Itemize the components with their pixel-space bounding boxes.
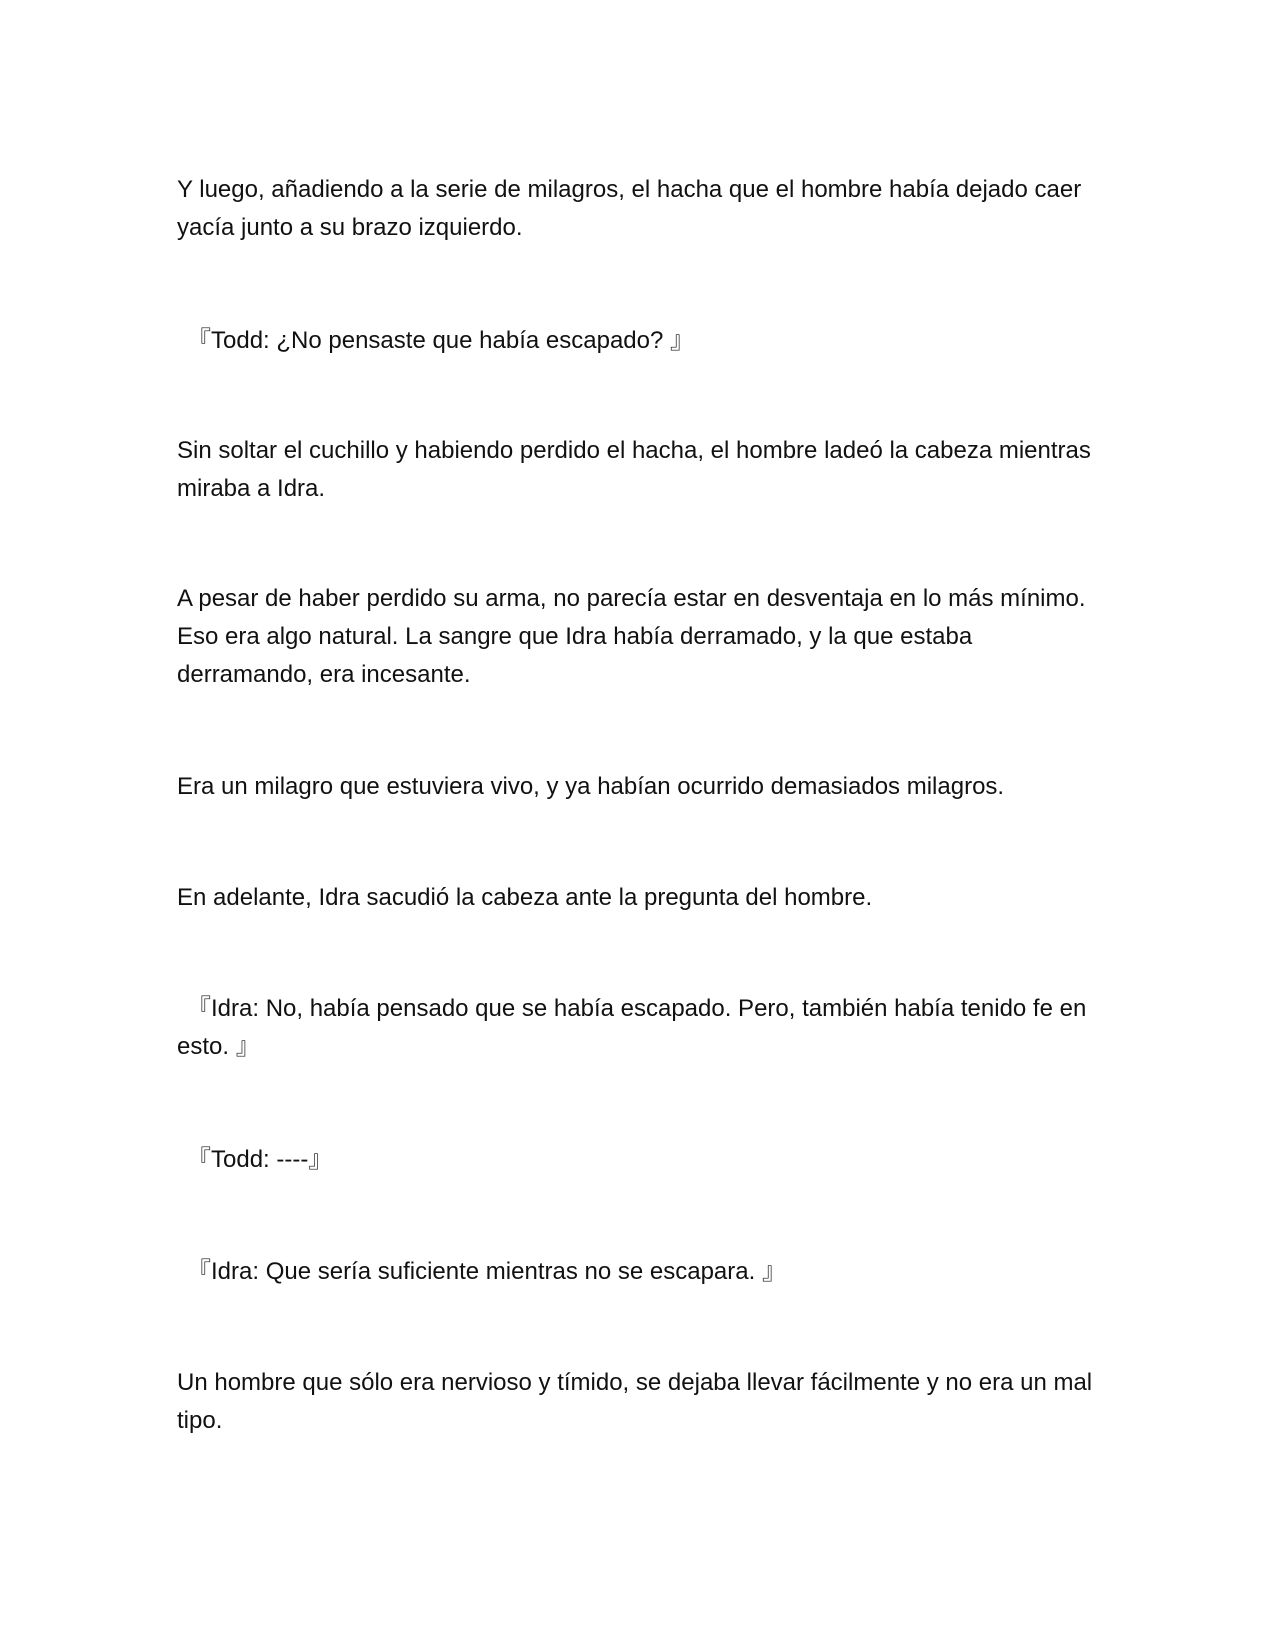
dialogue-idra: 『Idra: Que sería suficiente mientras no se escapara. 』 bbox=[187, 1258, 786, 1285]
dialogue-idra: 『Idra: No, había pensado que se había escapado. Pero, también había tenido fe en esto. 』 bbox=[177, 995, 1087, 1060]
narration-paragraph: A pesar de haber perdido su arma, no parecía estar en desventaja en lo más mínimo. Eso era algo natural. La sangre que Idra había derramado, y la que estaba derramando, era incesante. bbox=[177, 585, 1086, 688]
dialogue-todd: 『Todd: ----』 bbox=[187, 1146, 333, 1173]
narration-paragraph: Un hombre que sólo era nervioso y tímido, se dejaba llevar fácilmente y no era un mal tipo. bbox=[177, 1369, 1093, 1434]
narration-paragraph: Y luego, añadiendo a la serie de milagros, el hacha que el hombre había dejado caer yacía junto a su brazo izquierdo. bbox=[177, 176, 1082, 241]
narration-paragraph: En adelante, Idra sacudió la cabeza ante la pregunta del hombre. bbox=[177, 884, 873, 911]
narration-paragraph: Sin soltar el cuchillo y habiendo perdido el hacha, el hombre ladeó la cabeza mientras miraba a Idra. bbox=[177, 437, 1091, 502]
dialogue-todd: 『Todd: ¿No pensaste que había escapado? 』 bbox=[187, 327, 694, 354]
narration-paragraph: Era un milagro que estuviera vivo, y ya habían ocurrido demasiados milagros. bbox=[177, 773, 1005, 800]
